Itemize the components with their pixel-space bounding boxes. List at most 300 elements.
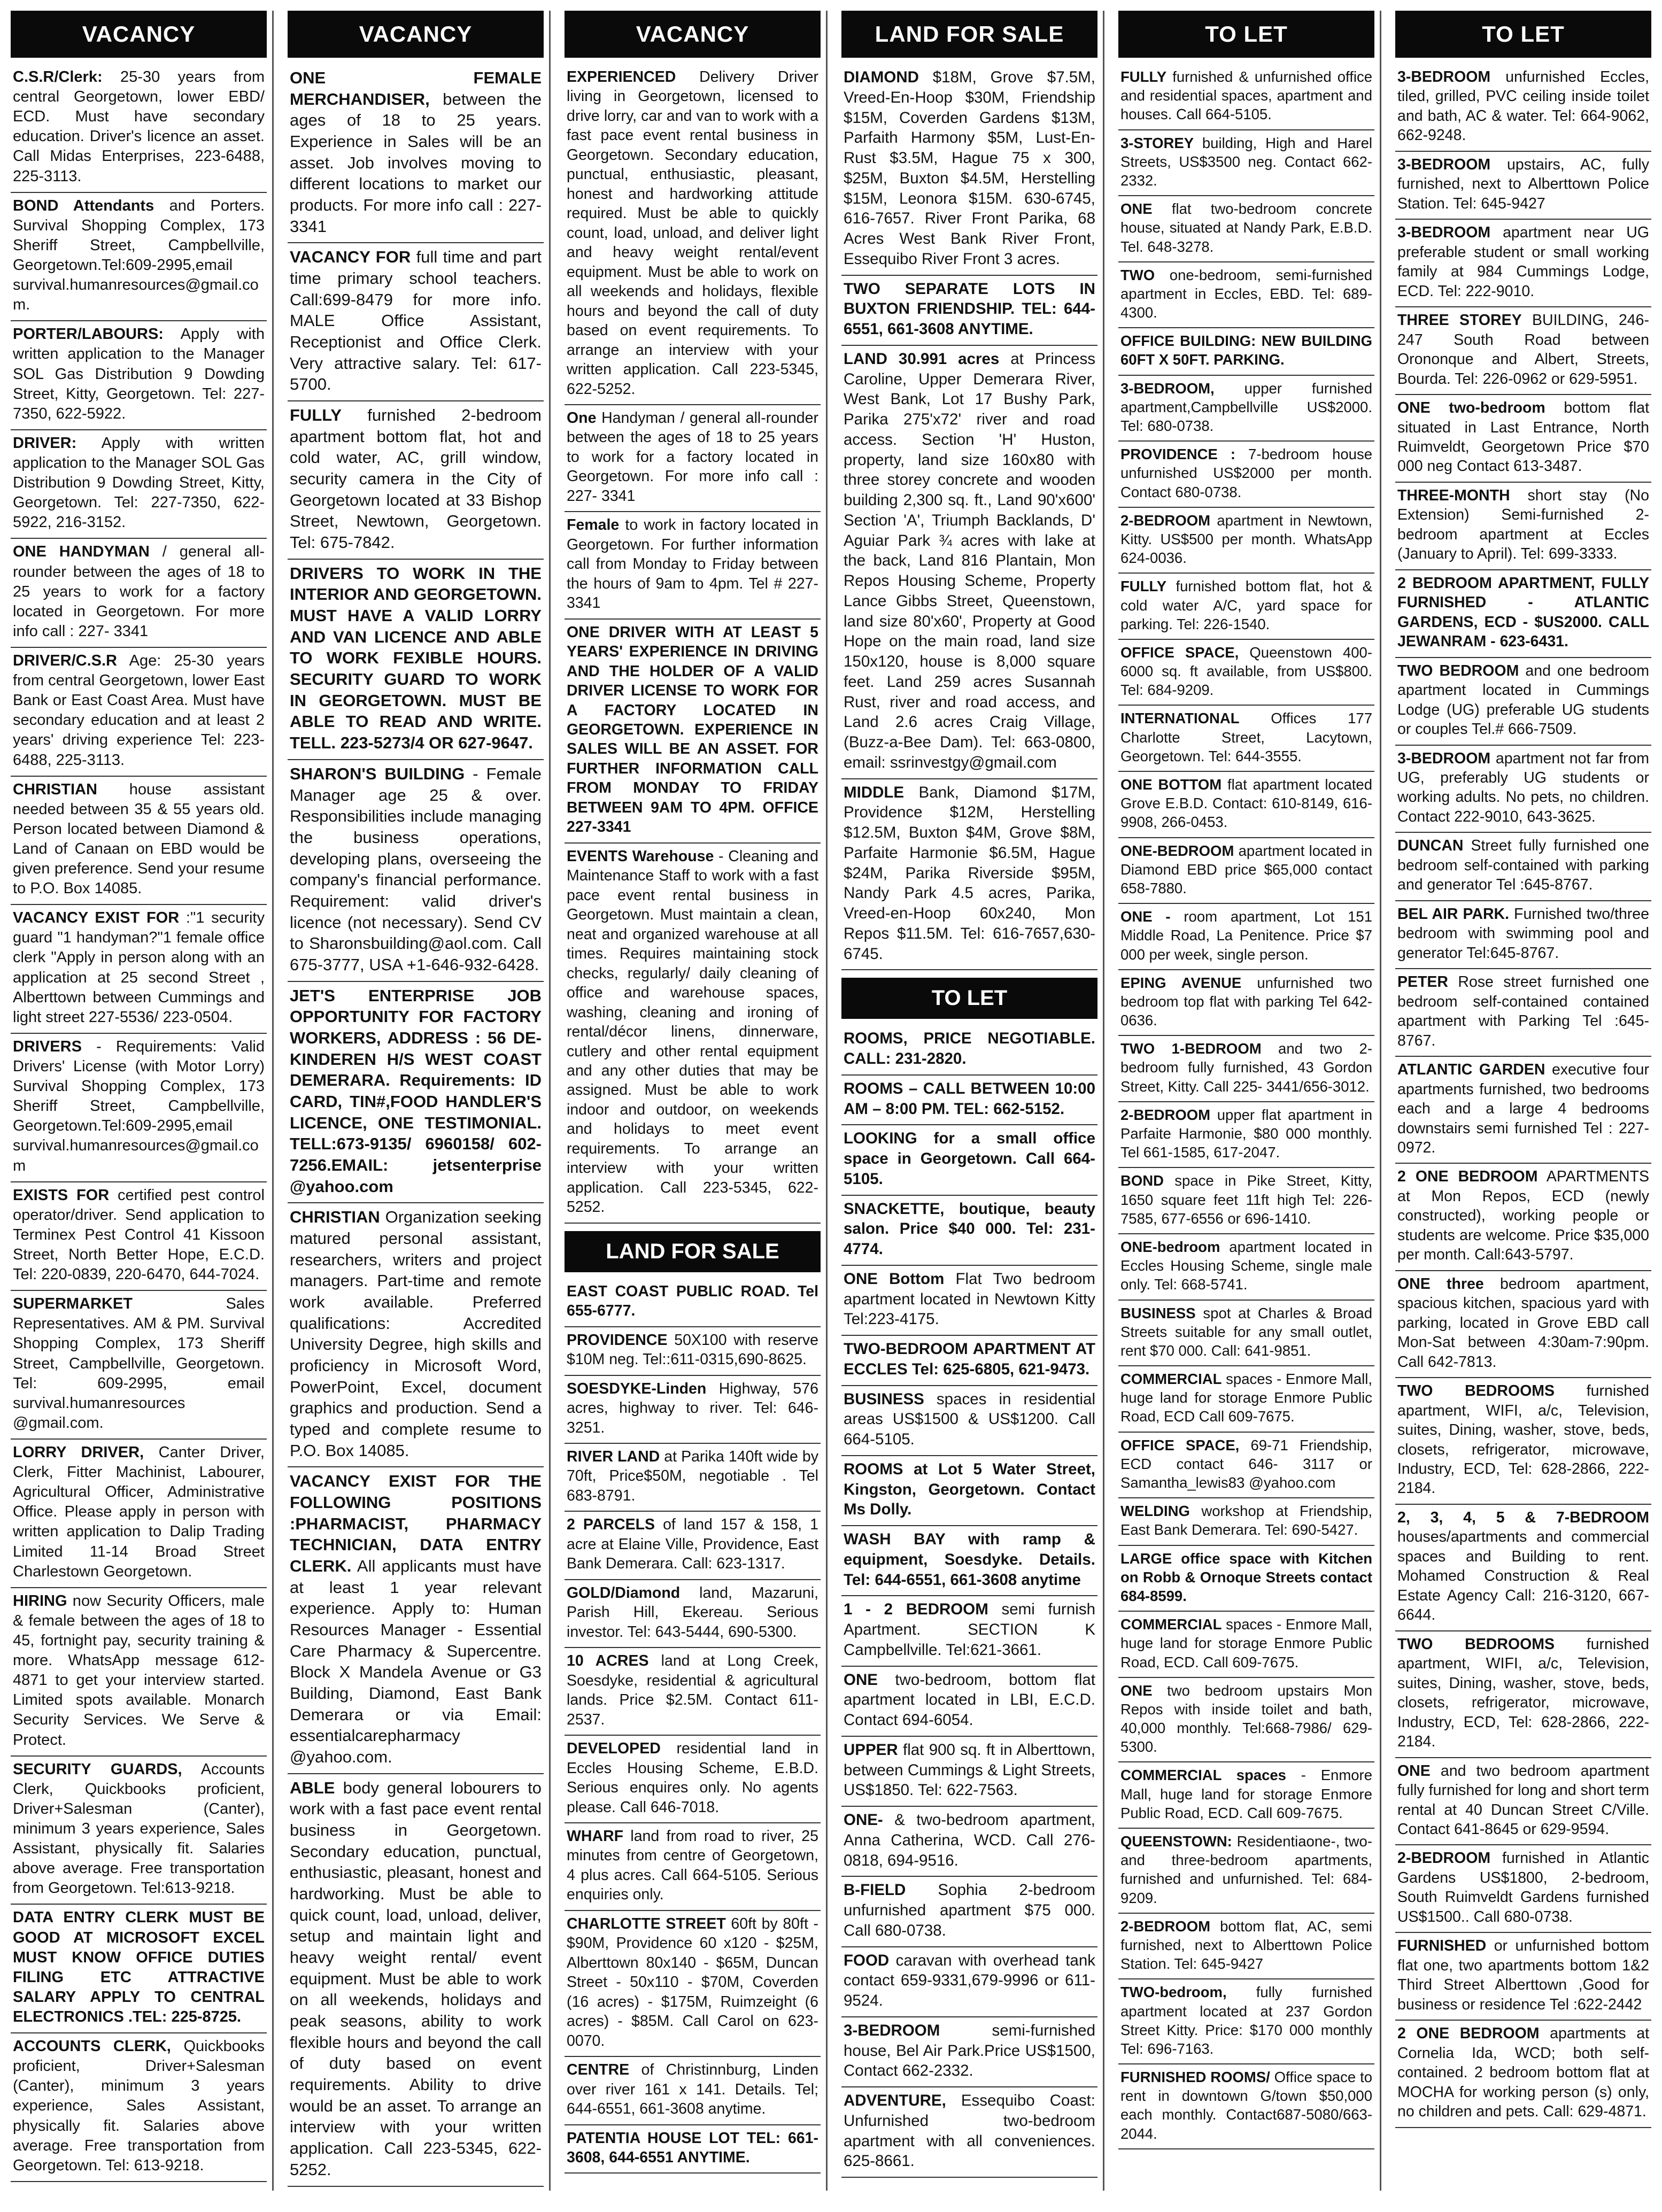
column-6 bbox=[1395, 11, 1651, 2191]
ad-lead: GOLD/Diamond bbox=[567, 1584, 681, 1602]
ad-body: apartment not far from UG, preferably UG students or working adults. No pets, no children. Contact 222-9010, 643-3625. bbox=[1397, 749, 1649, 825]
ad-lead: ONE DRIVER WITH AT LEAST 5 YEARS' EXPERIENCE IN DRIVING AND THE HOLDER OF A VALID DRIVER LICENSE TO WORK FOR A FACTORY LOCATED IN GEORGETOWN. EXPERIENCE IN SALES WILL BE AN ASSET. FOR FURTHER INFORMATION CALL FROM MONDAY TO FRIDAY BETWEEN 9AM TO 4PM. OFFICE 227-3341 bbox=[567, 623, 818, 836]
classified-ad bbox=[288, 1774, 544, 2187]
classified-ad bbox=[1118, 196, 1374, 262]
column-header: LAND FOR SALE bbox=[841, 11, 1097, 58]
ad-body: / general all-rounder between the ages of 18 to 25 years to work for a factory located in Georgetown. For more info call : 227- 3341 bbox=[13, 543, 265, 640]
classified-ad bbox=[1395, 395, 1651, 483]
classified-ad bbox=[1118, 1234, 1374, 1301]
classified-ad bbox=[1118, 1979, 1374, 2064]
ad-lead: FURNISHED ROOMS/ bbox=[1120, 2069, 1270, 2086]
ad-body: caravan with overhead tank contact 659-9331,679-9996 or 611-9524. bbox=[844, 1951, 1095, 2009]
classified-ad bbox=[841, 1737, 1097, 1807]
ad-lead: DIAMOND bbox=[844, 68, 919, 86]
ad-body: Handyman / general all-rounder between the ages of 18 to 25 years to work for a factory located in Georgetown. For more info call : 227- 3341 bbox=[567, 409, 818, 505]
ad-body: body general lobourers to work with a fast pace event rental business in Georgetown. Secondary education, punctual, enthusiastic, pleasant, honest and hardworking. Must be able to quick count, load, unload, deliver, setup and maintain light and heavy weight rental/ event equipment. Must be able to work on all weekends, holidays and peak seasons, ability to work flexible hours and beyond the call of duty based on event requirements. Ability to drive would be an asset. To arrange an interview with your written application. Call 223-5345, 622-5252. bbox=[290, 1778, 542, 2179]
ad-body: unfurnished two bedroom top flat with parking Tel 642-0636. bbox=[1120, 974, 1373, 1029]
classified-ad bbox=[565, 1580, 821, 1648]
ad-body: 7-bedroom house unfurnished US$2000 per month. Contact 680-0738. bbox=[1120, 446, 1372, 500]
ad-lead: EVENTS Warehouse bbox=[567, 847, 714, 865]
ad-body: one-bedroom, semi-furnished apartment in Eccles, EBD. Tel: 689-4300. bbox=[1120, 266, 1372, 321]
ad-body: - Female Manager age 25 & over. Responsibilities include managing the business operations, developing plans, overseeing the company's financial performance. Requirement: valid driver's licence (not necessary). Send CV to Sharonsbuilding@aol.com. Call 675-3777, USA +1-646-932-6428. bbox=[290, 764, 542, 974]
ad-body: at Parika 140ft wide by 70ft, Price$50M, negotiable . Tel 683-8791. bbox=[567, 1448, 818, 1504]
ad-lead: VACANCY EXIST FOR bbox=[13, 909, 180, 927]
ad-lead: ONE HANDYMAN bbox=[13, 543, 150, 561]
ad-body: unfurnished Eccles, tiled, grilled, PVC ceiling inside toilet and bath, AC & water. Tel: 664-9062, 662-9248. bbox=[1397, 68, 1649, 144]
ad-lead: CHRISTIAN bbox=[290, 1208, 380, 1227]
classified-ad bbox=[11, 1440, 267, 1588]
ad-lead: Female bbox=[567, 516, 620, 534]
ad-lead: TWO SEPARATE LOTS IN BUXTON FRIENDSHIP. TEL: 644-6551, 661-3608 ANYTIME. bbox=[844, 280, 1095, 338]
classified-ad bbox=[1118, 262, 1374, 329]
ad-lead: DATA ENTRY CLERK MUST BE GOOD AT MICROSOFT EXCEL MUST KNOW OFFICE DUTIES FILING ETC ATTRACTIVE SALARY APPLY TO CENTRAL ELECTRONICS .TEL: 225-8725. bbox=[13, 1909, 265, 2025]
ad-lead: ONE bbox=[1120, 1682, 1153, 1699]
ad-lead: TWO 1-BEDROOM bbox=[1120, 1040, 1262, 1057]
ad-body: house assistant needed between 35 & 55 years old. Person located between Diamond & Land of Canaan on EBD would be given preference. Send your resume to P.O. Box 14085. bbox=[13, 780, 265, 898]
ad-lead: MIDDLE bbox=[844, 783, 905, 801]
ad-body: Sophia 2-bedroom unfurnished apartment $75 000. Call 680-0738. bbox=[844, 1881, 1095, 1939]
ad-lead: THREE STOREY bbox=[1397, 312, 1522, 329]
ad-lead: EXISTS FOR bbox=[13, 1186, 110, 1204]
ad-body: and one bedroom apartment located in Cummings Lodge (UG) preferable UG students or couples Tel.# 666-7509. bbox=[1397, 662, 1649, 738]
ad-body: apartment located in Eccles Housing Scheme, single male only. Tel: 668-5741. bbox=[1120, 1238, 1372, 1293]
ad-body: Offices 177 Charlotte Street, Lacytown, Georgetown. Tel: 644-3555. bbox=[1120, 710, 1372, 764]
ad-lead: ONE BOTTOM bbox=[1120, 776, 1222, 793]
ad-body: Sales Representatives. AM & PM. Survival Shopping Complex, 173 Sheriff Street, Campbellville, Georgetown. Tel: 609-2995, email survival.humanresources @gmail.com. bbox=[13, 1295, 265, 1432]
ad-lead: HIRING bbox=[13, 1592, 67, 1610]
classified-ad bbox=[1118, 2064, 1374, 2149]
ad-body: Bank, Diamond $17M, Providence $12M, Herstelling $12.5M, Buxton $4M, Grove $8M, Parfaite Harmonie $6.5M, Hague $24M, Parika Riverside $95M, Nandy Park 4.5 acres, Parika, Vreed-en-Hoop 60x240, Mon Repos $11.5M. Tel: 616-7657,630-6745. bbox=[844, 783, 1095, 963]
ad-lead: 2 BEDROOM APARTMENT, FULLY FURNISHED - ATLANTIC GARDENS, ECD - $US2000. CALL JEWANRAM - 623-6431. bbox=[1397, 574, 1649, 651]
ad-lead: 2-BEDROOM bbox=[1120, 1106, 1211, 1123]
ad-body: room apartment, Lot 151 Middle Road, La Penitence. Price $7 000 per week, single person. bbox=[1120, 908, 1372, 963]
classified-ad bbox=[11, 648, 267, 777]
ad-body: upstairs, AC, fully furnished, next to Alberttown Police Station. Tel: 645-9427 bbox=[1397, 156, 1649, 212]
ad-lead: UPPER bbox=[844, 1741, 898, 1759]
classified-ad bbox=[565, 2125, 821, 2174]
classified-ad bbox=[1118, 508, 1374, 574]
classified-ad bbox=[1118, 1301, 1374, 1367]
classified-ad bbox=[1395, 1505, 1651, 1631]
classified-ad bbox=[841, 1025, 1097, 1076]
classified-ad bbox=[1395, 746, 1651, 833]
ad-lead: SNACKETTE, boutique, beauty salon. Price $40 000. Tel: 231-4774. bbox=[844, 1200, 1095, 1258]
classified-ad bbox=[288, 1467, 544, 1774]
ad-lead: ATLANTIC GARDEN bbox=[1397, 1061, 1545, 1079]
ad-lead: 3-BEDROOM, bbox=[1120, 380, 1215, 397]
ad-body: apartments at Cornelia Ida, WCD; both self-contained. 2 bedroom bottom flat at MOCHA for working person (s) only, no children and pets. Call: 629-4871. bbox=[1397, 2025, 1649, 2121]
ad-lead: DRIVER/C.S.R bbox=[13, 652, 117, 669]
ad-lead: JET'S ENTERPRISE JOB OPPORTUNITY FOR FACTORY WORKERS, ADDRESS : 56 DE-KINDEREN H/S WEST COAST DEMERARA. Requirements: ID CARD, TIN#,FOOD HANDLER'S LICENCE, ONE TESTIMONIAL. TELL:673-9135/ 6960158/ 602-7256.EMAIL: jetsenterprise @yahoo.com bbox=[290, 986, 542, 1196]
ad-body: space in Pike Street, Kitty, 1650 square feet 11ft high Tel: 226-7585, 677-6556 or 696-1410. bbox=[1120, 1172, 1372, 1227]
ad-lead: ONE bbox=[1120, 200, 1153, 218]
classified-ad bbox=[841, 1125, 1097, 1195]
ad-lead: 2-BEDROOM bbox=[1120, 1917, 1211, 1935]
classified-ad bbox=[841, 1336, 1097, 1386]
classified-ad bbox=[1395, 1057, 1651, 1164]
ad-lead: OFFICE BUILDING: NEW BUILDING 60FT X 50FT. PARKING. bbox=[1120, 332, 1372, 368]
ad-lead: WASH BAY with ramp & equipment, Soesdyke. Details. Tel: 644-6551, 661-3608 anytime bbox=[844, 1530, 1095, 1589]
ad-body: & two-bedroom apartment, Anna Catherina, WCD. Call 276-0818, 694-9516. bbox=[844, 1811, 1095, 1869]
classifieds-page bbox=[11, 11, 1651, 2191]
classified-ad bbox=[1118, 1612, 1374, 1678]
classified-ad bbox=[1395, 1758, 1651, 1846]
ad-lead: ADVENTURE, bbox=[844, 2092, 946, 2109]
classified-ad bbox=[841, 1456, 1097, 1526]
classified-ad bbox=[1118, 1102, 1374, 1169]
ad-body: Queenstown 400-6000 sq. ft available, from US$800. Tel: 684-9209. bbox=[1120, 644, 1372, 699]
classified-ad bbox=[1118, 1762, 1374, 1829]
classified-ad bbox=[565, 1911, 821, 2057]
ad-lead: ONE bbox=[844, 1670, 878, 1689]
ad-body: flat apartment located Grove E.B.D. Contact: 610-8149, 616-9908, 266-0453. bbox=[1120, 776, 1372, 831]
classified-ad bbox=[288, 401, 544, 560]
ad-lead: VACANCY EXIST FOR THE FOLLOWING POSITIONS :PHARMACIST, PHARMACY TECHNICIAN, DATA ENTRY CLERK. bbox=[290, 1472, 542, 1576]
classified-ad bbox=[565, 1648, 821, 1736]
ad-lead: WELDING bbox=[1120, 1503, 1190, 1520]
ad-body: 69-71 Friendship, ECD contact 646- 3117 or Samantha_lewis83 @yahoo.com bbox=[1120, 1436, 1372, 1491]
ad-body: of Christinnburg, Linden over river 161 x 141. Details. Tel; 644-6551, 661-3608 anytime. bbox=[567, 2061, 818, 2118]
column-header: TO LET bbox=[1118, 11, 1374, 58]
classified-ad bbox=[1118, 640, 1374, 706]
classified-ad bbox=[11, 321, 267, 430]
ad-body: upper furnished apartment,Campbellville US$2000. Tel: 680-0738. bbox=[1120, 380, 1372, 434]
ad-lead: ONE three bbox=[1397, 1275, 1484, 1293]
ad-lead: SUPERMARKET bbox=[13, 1295, 133, 1313]
section-header: LAND FOR SALE bbox=[565, 1231, 821, 1272]
ad-lead: INTERNATIONAL bbox=[1120, 710, 1240, 727]
classified-ad bbox=[565, 2057, 821, 2125]
ad-body: 50X100 with reserve $10M neg. Tel::611-0315,690-8625. bbox=[567, 1331, 818, 1368]
ad-body: and Porters. Survival Shopping Complex, 173 Sheriff Street, Campbellville, Georgetown.Tel:609-2995,email survival.humanresources@gmail.com. bbox=[13, 197, 265, 314]
ad-lead: ONE Bottom bbox=[844, 1270, 945, 1288]
classified-ad bbox=[1118, 130, 1374, 197]
ad-lead: 2-BEDROOM bbox=[1397, 1850, 1491, 1867]
classified-ad bbox=[11, 2033, 267, 2182]
ad-lead: OFFICE SPACE, bbox=[1120, 644, 1239, 661]
ad-lead: DUNCAN bbox=[1397, 837, 1464, 855]
ad-body: Accounts Clerk, Quickbooks proficient, Driver+Salesman (Canter), minimum 3 years experience, Sales Assistant, physically fit. Salaries above average. Free transportation from Georgetown. Tel:613-9218. bbox=[13, 1760, 265, 1897]
ad-body: to work in factory located in Georgetown. For further information call from Monday to Friday between the hours of 9am to 4pm. Tel # 227-3341 bbox=[567, 516, 818, 612]
ad-body: land at Long Creek, Soesdyke, residential & agricultural lands. Price $2.5M. Contact 611-2537. bbox=[567, 1652, 818, 1728]
classified-ad bbox=[11, 193, 267, 322]
ad-body: Residentiaone-, two-and three-bedroom apartments, furnished and unfurnished. Tel: 684-9209. bbox=[1120, 1833, 1372, 1906]
classified-ad bbox=[841, 346, 1097, 779]
ad-body: and two 2-bedroom fully furnished, 43 Gordon Street, Kitty. Call 225- 3441/656-3012. bbox=[1120, 1040, 1372, 1095]
ad-body: Flat Two bedroom apartment located in Newtown Kitty Tel:223-4175. bbox=[844, 1270, 1096, 1328]
classified-ad bbox=[1118, 838, 1374, 904]
ad-lead: 3-BEDROOM bbox=[844, 2021, 940, 2039]
ad-body: semi-furnished house, Bel Air Park.Price US$1500, Contact 662-2332. bbox=[844, 2021, 1095, 2080]
ad-lead: SOESDYKE-Linden bbox=[567, 1380, 707, 1397]
ad-lead: LOOKING for a small office space in Georgetown. Call 664-5105. bbox=[844, 1130, 1095, 1188]
ad-body: Street fully furnished one bedroom self-contained with parking and generator Tel :645-8767. bbox=[1397, 837, 1649, 894]
classified-ad bbox=[1118, 1036, 1374, 1102]
classified-ad bbox=[1395, 1271, 1651, 1378]
classified-ad bbox=[1118, 970, 1374, 1037]
classified-ad bbox=[11, 1905, 267, 2033]
ad-lead: FULLY bbox=[290, 406, 342, 425]
ad-lead: BEL AIR PARK. bbox=[1397, 905, 1510, 923]
column-5 bbox=[1118, 11, 1381, 2191]
classified-ad bbox=[11, 64, 267, 193]
ad-body: furnished bottom flat, hot & cold water A/C, yard space for parking. Tel: 226-1540. bbox=[1120, 578, 1372, 632]
ad-lead: FULLY bbox=[1120, 68, 1167, 85]
classified-ad bbox=[11, 1291, 267, 1440]
ad-body: Apply with written application to the Manager SOL Gas Distribution 9 Dowding Street, Kitty, Georgetown. Tel: 227-7350, 622-5922, 216-3152. bbox=[13, 434, 265, 531]
ad-body: furnished 2-bedroom apartment bottom flat, hot and cold water, AC, grill window, security camera in the City of Georgetown located at 33 Bishop Street, Newtown, Georgetown. Tel: 675-7842. bbox=[290, 406, 542, 552]
ad-lead: EAST COAST PUBLIC ROAD. Tel 655-6777. bbox=[567, 1282, 818, 1320]
classified-ad bbox=[565, 512, 821, 619]
classified-ad bbox=[1118, 376, 1374, 442]
column-header: VACANCY bbox=[565, 11, 821, 58]
ad-lead: PETER bbox=[1397, 973, 1449, 991]
ad-lead: ONE FEMALE MERCHANDISER, bbox=[290, 68, 542, 109]
classified-ad bbox=[841, 276, 1097, 346]
ad-lead: C.S.R/Clerk: bbox=[13, 68, 103, 86]
ad-body: at Princess Caroline, Upper Demerara River, West Bank, Lot 17 Bushy Park, Parika 275'x72' river and road access. Section 'H' Huston, property, land size 160x80 with three storey concrete and wooden building 2,300 sq. ft., Land 90'x600' Section 'A', Triumph Backlands, D' Aguiar Park ¾ acres with lake at the back, Land 816 Plantain, Mon Repos Housing Scheme, Property Lance Gibbs Street, Queenstown, land size 80'x60', Property at Good Hope on the main road, land size 150x120, house is 8,000 square feet. Land 259 acres Susannah Rust, river and road access, and Land 2.6 acres Craig Village, (Buzz-a-Bee Dam). Tel: 663-0800, email: ssrinvestgy@gmail.com bbox=[844, 350, 1095, 771]
ad-body: 25-30 years from central Georgetown, lower EBD/ ECD. Must have secondary education. Driver's licence an asset. Call Midas Enterprises, 223-6488, 225-3113. bbox=[13, 68, 265, 185]
ad-body: BUILDING, 246-247 South Road between Orononque and Albert, Streets, Bourda. Tel: 226-0962 or 629-5951. bbox=[1397, 312, 1649, 388]
ad-lead: 2 ONE BEDROOM bbox=[1397, 2025, 1540, 2043]
ad-body: upper flat apartment in Parfaite Harmonie, $80 000 monthly. Tel 661-1585, 617-2047. bbox=[1120, 1106, 1372, 1161]
ad-lead: COMMERCIAL bbox=[1120, 1616, 1222, 1633]
classified-ad bbox=[1118, 64, 1374, 130]
column-header: VACANCY bbox=[288, 11, 544, 58]
classified-ad bbox=[1395, 1933, 1651, 2021]
classified-ad bbox=[11, 430, 267, 539]
ad-lead: ONE two-bedroom bbox=[1397, 399, 1545, 417]
classified-ad bbox=[1118, 1678, 1374, 1763]
classified-ad bbox=[288, 1203, 544, 1467]
ad-body: Rose street furnished one bedroom self-contained contained apartment with Parking Tel :645-8767. bbox=[1397, 973, 1649, 1049]
classified-ad bbox=[1118, 442, 1374, 508]
ad-lead: TWO BEDROOM bbox=[1397, 662, 1519, 679]
ad-lead: 2-BEDROOM bbox=[1120, 512, 1211, 529]
ad-lead: DEVELOPED bbox=[567, 1740, 661, 1758]
ad-lead: 3-BEDROOM bbox=[1397, 749, 1491, 767]
classified-ad bbox=[1118, 1914, 1374, 1980]
classified-ad bbox=[11, 905, 267, 1034]
ad-lead: TWO BEDROOMS bbox=[1397, 1382, 1555, 1400]
ad-body: bedroom apartment, spacious kitchen, spacious yard with parking, located in Grove EBD call Mon-Sat between 4:30am-7:90pm. Call 642-7813. bbox=[1397, 1275, 1650, 1371]
column-2 bbox=[288, 11, 551, 2191]
ad-lead: BUSINESS bbox=[844, 1390, 924, 1408]
column-3 bbox=[565, 11, 828, 2191]
ad-body: land, Mazaruni, Parish Hill, Ekereau. Serious investor. Tel: 643-5444, 690-5300. bbox=[567, 1584, 818, 1641]
ad-body: bottom flat situated in Last Entrance, North Ruimveldt, Georgetown Price $70 000 neg Contact 613-3487. bbox=[1397, 399, 1650, 475]
classified-ad bbox=[841, 1947, 1097, 2017]
ad-body: spaces - Enmore Mall, huge land for storage Enmore Public Road, ECD Call 609-7675. bbox=[1120, 1371, 1372, 1425]
classified-ad bbox=[841, 1667, 1097, 1737]
ad-body: building, High and Harel Streets, US$3500 neg. Contact 662-2332. bbox=[1120, 134, 1372, 189]
classified-ad bbox=[288, 64, 544, 243]
classified-ad bbox=[1395, 483, 1651, 570]
ad-body: bottom flat, AC, semi furnished, next to Alberttown Police Station. Tel: 645-9427 bbox=[1120, 1917, 1372, 1973]
classified-ad bbox=[1395, 1631, 1651, 1758]
ad-lead: SHARON'S BUILDING bbox=[290, 764, 465, 783]
classified-ad bbox=[565, 405, 821, 512]
ad-lead: ROOMS – CALL BETWEEN 10:00 AM – 8:00 PM. TEL: 662-5152. bbox=[844, 1079, 1095, 1118]
ad-lead: CHARLOTTE STREET bbox=[567, 1915, 726, 1932]
ad-body: two-bedroom, bottom flat apartment located in LBI, E.C.D. Contact 694-6054. bbox=[844, 1670, 1095, 1729]
ad-lead: 2, 3, 4, 5 & 7-BEDROOM bbox=[1397, 1509, 1649, 1526]
classified-ad bbox=[1395, 658, 1651, 746]
column-1 bbox=[11, 11, 274, 2191]
ad-lead: PROVIDENCE : bbox=[1120, 446, 1236, 463]
ad-lead: One bbox=[567, 409, 597, 427]
ad-lead: PORTER/LABOURS: bbox=[13, 326, 164, 343]
classified-ad bbox=[841, 2087, 1097, 2178]
classified-ad bbox=[1395, 901, 1651, 969]
ad-body: full time and part time primary school teachers. Call:699-8479 for more info. MALE Office Assistant, Receptionist and Office Clerk. Very attractive salary. Tel: 617-5700. bbox=[290, 248, 542, 394]
ad-lead: ROOMS at Lot 5 Water Street, Kingston, Georgetown. Contact Ms Dolly. bbox=[844, 1460, 1095, 1519]
classified-ad bbox=[565, 1279, 821, 1327]
classified-ad bbox=[288, 560, 544, 760]
ad-body: of land 157 & 158, 1 acre at Elaine Ville, Providence, East Bank Demerara. Call: 623-1317. bbox=[567, 1516, 818, 1573]
classified-ad bbox=[1395, 307, 1651, 395]
ad-body: 60ft by 80ft - $90M, Providence 60 x120 - $25M, Alberttown 80x140 - $65M, Duncan Street - 50x110 - $70M, Coverden (16 acres) - $175M, Ruimzeight (6 acres) - $85M. Call Carol on 623-0070. bbox=[567, 1915, 818, 2049]
ad-lead: 2 PARCELS bbox=[567, 1516, 655, 1534]
classified-ad bbox=[11, 1034, 267, 1182]
classified-ad bbox=[841, 1526, 1097, 1596]
ad-lead: COMMERCIAL spaces bbox=[1120, 1767, 1286, 1784]
classified-ad bbox=[11, 1182, 267, 1291]
ad-lead: ONE-bedroom bbox=[1120, 1238, 1220, 1255]
ad-body: workshop at Friendship, East Bank Demerara. Tel: 690-5427. bbox=[1120, 1503, 1372, 1538]
ad-body: furnished apartment, WIFI, a/c, Television, suites, Dining, washer, stove, beds, closets, refrigerator, microwave, Industry, ECD, Tel: 628-2866, 222-2184. bbox=[1397, 1635, 1649, 1751]
ad-body: flat 900 sq. ft in Alberttown, between Cummings & Light Streets, US$1850. Tel: 622-7563. bbox=[844, 1741, 1095, 1799]
ad-lead: FULLY bbox=[1120, 578, 1167, 595]
classified-ad bbox=[288, 760, 544, 982]
ad-body: spot at Charles & Broad Streets suitable for any small outlet, rent $70 000. Call: 641-9851. bbox=[1120, 1304, 1372, 1359]
ad-body: now Security Officers, male & female between the ages of 18 to 45, fortnight pay, security training & more. WhatsApp message 612-4871 to get your interview started. Limited spots available. Monarch Security Services. We Serve & Protect. bbox=[13, 1592, 265, 1749]
classified-ad bbox=[1395, 969, 1651, 1057]
classified-ad bbox=[841, 1196, 1097, 1266]
ad-body: $18M, Grove $7.5M, Vreed-En-Hoop $30M, Friendship $15M, Coverden Gardens $13M, Parfaith Harmony $5M, Lust-En-Rust $3.5M, Hague 75 x 300, $25M, Buxton $4.5M, Herstelling $15M, Leonora $15M. 630-6745, 616-7657. River Front Parika, 68 Acres West Bank River Front, Essequibo River Front 3 acres. bbox=[844, 68, 1095, 268]
classified-ad bbox=[841, 1877, 1097, 1947]
classified-ad bbox=[841, 2017, 1097, 2087]
classified-ad bbox=[11, 1588, 267, 1757]
ad-body: - Cleaning and Maintenance Staff to work with a fast pace event rental business in Georgetown. Must maintain a clean, neat and organized warehouse at all times. Requires maintaining stock checks, regularly/ daily cleaning of office and warehouse spaces, washing, cleaning and ironing of rental/décor linens, dinnerware, cutlery and other rental equipment and any other duties that may be assigned. Must be able to work indoor and outdoor, on weekends and holidays to meet event requirements. To arrange an interview with your written application. Call 223-5345, 622-5252. bbox=[567, 847, 818, 1216]
classified-ad bbox=[565, 1823, 821, 1911]
classified-ad bbox=[1118, 1168, 1374, 1234]
ad-body: or unfurnished bottom flat one, two apartments bottom 1&2 Third Street Alberttown ,Good for business or residence Tel :622-2442 bbox=[1397, 1937, 1649, 2013]
classified-ad bbox=[11, 539, 267, 648]
ad-body: Highway, 576 acres, highway to river. Tel: 646-3251. bbox=[567, 1380, 818, 1436]
ad-lead: THREE-MONTH bbox=[1397, 486, 1510, 504]
ad-lead: BOND bbox=[1120, 1172, 1164, 1189]
classified-ad bbox=[1395, 1378, 1651, 1505]
classified-ad bbox=[11, 777, 267, 906]
ad-lead: ONE bbox=[1397, 1762, 1431, 1780]
ad-body: Age: 25-30 years from central Georgetown, lower East Bank or East Coast Area. Must have secondary education and at least 2 years' driving experience Tel: 223-6488, 225-3113. bbox=[13, 652, 265, 769]
classified-ad bbox=[841, 779, 1097, 971]
ad-lead: 3-BEDROOM bbox=[1397, 156, 1491, 173]
classified-ad bbox=[565, 1736, 821, 1823]
ad-lead: LAND 30.991 acres bbox=[844, 350, 1000, 368]
ad-lead: ABLE bbox=[290, 1778, 335, 1797]
ad-lead: CENTRE bbox=[567, 2061, 630, 2079]
ad-lead: ROOMS, PRICE NEGOTIABLE. CALL: 231-2820. bbox=[844, 1030, 1095, 1068]
ad-body: furnished in Atlantic Gardens US$1800, 2-bedroom, South Ruimveldt Gardens furnished US$1500.. Call 680-0738. bbox=[1397, 1850, 1649, 1925]
classified-ad bbox=[1395, 1845, 1651, 1933]
classified-ad bbox=[288, 982, 544, 1204]
classified-ad bbox=[1395, 152, 1651, 220]
classified-ad bbox=[1395, 2021, 1651, 2128]
ad-lead: FOOD bbox=[844, 1951, 890, 1969]
ad-body: fully furnished apartment located at 237 Gordon Street Kitty. Price: $170 000 monthly Tel: 696-7163. bbox=[1120, 1984, 1372, 2057]
classified-ad bbox=[1118, 1498, 1374, 1545]
ad-lead: RIVER LAND bbox=[567, 1448, 660, 1465]
ad-lead: ONE-BEDROOM bbox=[1120, 842, 1234, 859]
column-header: TO LET bbox=[1395, 11, 1651, 58]
classified-ad bbox=[841, 1596, 1097, 1666]
ad-body: and two bedroom apartment fully furnished for long and short term rental at 40 Duncan Street C/Ville. Contact 641-8645 or 629-9594. bbox=[1397, 1762, 1649, 1838]
ad-lead: VACANCY FOR bbox=[290, 248, 411, 267]
ad-lead: EXPERIENCED bbox=[567, 68, 676, 86]
ad-lead: LARGE office space with Kitchen on Robb & Ornoque Streets contact 684-8599. bbox=[1120, 1550, 1372, 1604]
ad-body: Apply with written application to the Manager SOL Gas Distribution 9 Dowding Street, Kitty, Georgetown. Tel: 227-7350, 622-5922. bbox=[13, 326, 265, 422]
classified-ad bbox=[1395, 570, 1651, 658]
ad-lead: PATENTIA HOUSE LOT TEL: 661-3608, 644-6551 ANYTIME. bbox=[567, 2129, 818, 2166]
ad-body: :"1 security guard "1 handyman?"1 female office clerk "Apply in person along with an application at 25 second Street , Alberttown between Cummings and light street 227-5536/ 223-0504. bbox=[13, 909, 265, 1026]
ad-body: apartment in Newtown, Kitty. US$500 per month. WhatsApp 624-0036. bbox=[1120, 512, 1372, 567]
ad-lead: TWO-BEDROOM APARTMENT AT ECCLES Tel: 625-6805, 621-9473. bbox=[844, 1340, 1095, 1378]
ad-body: Delivery Driver living in Georgetown, licensed to drive lorry, car and van to work with a fast pace event rental business in Georgetown. Secondary education, punctual, enthusiastic, pleasant, honest and hardworking attitude required. Must be able to quickly count, load, unload, and deliver light and heavy weight rental/event equipment. Must be able to work on all weekends and holidays, flexible hours and beyond the call of duty based on event requirements. To arrange an interview with your written application. Call 223-5345, 622-5252. bbox=[567, 68, 818, 398]
classified-ad bbox=[565, 1327, 821, 1376]
classified-ad bbox=[1118, 1366, 1374, 1433]
classified-ad bbox=[565, 64, 821, 405]
classified-ad bbox=[1118, 706, 1374, 772]
classified-ad bbox=[1395, 64, 1651, 152]
ad-lead: TWO-bedroom, bbox=[1120, 1984, 1227, 2001]
classified-ad bbox=[11, 1757, 267, 1905]
classified-ad bbox=[1118, 772, 1374, 838]
classified-ad bbox=[565, 1512, 821, 1580]
classified-ad bbox=[841, 1076, 1097, 1126]
ad-lead: TWO BEDROOMS bbox=[1397, 1635, 1555, 1653]
classified-ad bbox=[841, 1386, 1097, 1456]
ad-body: executive four apartments furnished, two bedrooms each and a large 4 bedrooms downstairs semi furnished Tel : 227-0972. bbox=[1397, 1061, 1649, 1156]
ad-body: apartment near UG preferable student or small working family at 984 Cummings Lodge, ECD. Tel: 222-9010. bbox=[1397, 224, 1649, 300]
classified-ad bbox=[841, 1807, 1097, 1877]
ad-body: flat two-bedroom concrete house, situated at Nandy Park, E.B.D. Tel. 648-3278. bbox=[1120, 200, 1372, 255]
column-4 bbox=[841, 11, 1104, 2191]
ad-body: All applicants must have at least 1 year relevant experience. Apply to: Human Resources Manager - Essential Care Pharmacy & Supercentre. Block X Mandela Avenue or G3 Building, Diamond, East Bank Demerara or via Email: essentialcarepharmacy @yahoo.com. bbox=[290, 1557, 542, 1767]
ad-lead: BOND Attendants bbox=[13, 197, 154, 214]
section-header: TO LET bbox=[841, 978, 1097, 1019]
classified-ad bbox=[1118, 574, 1374, 640]
classified-ad bbox=[1118, 1829, 1374, 1914]
ad-lead: 1 - 2 BEDROOM bbox=[844, 1600, 988, 1619]
ad-body: apartment located in Diamond EBD price $65,000 contact 658-7880. bbox=[1120, 842, 1372, 896]
ad-lead: DRIVER: bbox=[13, 434, 77, 452]
ad-body: between the ages of 18 to 25 years. Experience in Sales will be an asset. Job involves moving to different locations to market our products. For more info call : 227- 3341 bbox=[290, 89, 542, 236]
ad-lead: QUEENSTOWN: bbox=[1120, 1833, 1232, 1850]
classified-ad bbox=[1395, 833, 1651, 901]
classified-ad bbox=[1395, 220, 1651, 307]
column-header: VACANCY bbox=[11, 11, 267, 58]
ad-body: - Requirements: Valid Drivers' License (with Motor Lorry) Survival Shopping Complex, 173 Sheriff Street, Campbellville, Georgetown.Tel:609-2995,email survival.humanresources@gmail.com bbox=[13, 1038, 265, 1174]
ad-body: Organization seeking matured personal assistant, researchers, writers and project managers. Part-time and remote work available. Preferred qualifications: Accredited University Degree, high skills and proficiency in Microsoft Word, PowerPoint, Excel, document graphics and production. Send a typed and complete resume to P.O. Box 14085. bbox=[290, 1208, 542, 1460]
ad-lead: EPING AVENUE bbox=[1120, 974, 1242, 991]
ad-lead: B-FIELD bbox=[844, 1881, 906, 1899]
ad-body: land from road to river, 25 minutes from centre of Georgetown, 4 plus acres. Call 664-5105. Serious enquiries only. bbox=[567, 1827, 818, 1904]
ad-body: houses/apartments and commercial spaces and Building to rent. Mohamed Construction & Real Estate Agency Call: 216-3120, 667-6644. bbox=[1397, 1528, 1649, 1624]
ad-lead: FURNISHED bbox=[1397, 1937, 1487, 1955]
ad-lead: BUSINESS bbox=[1120, 1304, 1196, 1321]
